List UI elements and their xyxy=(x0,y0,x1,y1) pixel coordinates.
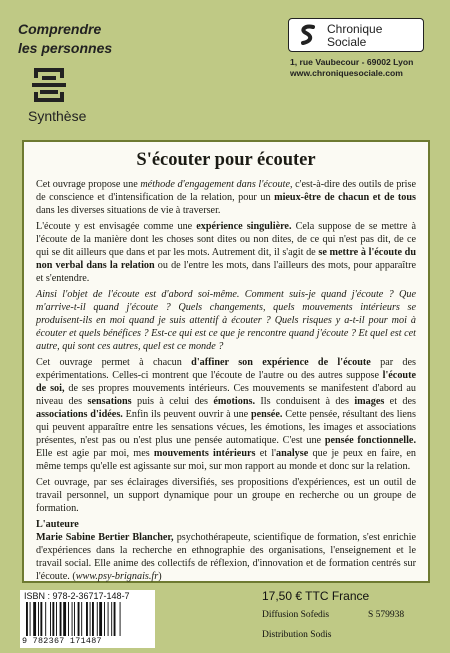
paragraph-intro xyxy=(36,178,416,217)
paragraph-outil xyxy=(36,476,416,515)
publisher-logo-icon xyxy=(297,24,319,46)
back-cover-text-box xyxy=(22,140,430,583)
text-run: Marie Sabine Bertier Blancher, xyxy=(36,532,174,543)
series-line2: les personnes xyxy=(18,40,113,56)
series-synthese: Synthèse xyxy=(28,108,87,124)
text-run: par des expérimentations. Celles-ci montrent que l'écoute de l'autre ou des autres suppose xyxy=(36,357,416,381)
text-run: ou de l'entre les mots, dans l'ailleurs des mots, pour apparaître et s'entendre. xyxy=(36,260,417,284)
text-run: se mettre à l'écoute du non verbal dans la relation xyxy=(36,247,416,271)
text-run: d'affiner son expérience de l'écoute xyxy=(191,357,371,368)
paragraph-experience xyxy=(36,220,416,285)
text-run: , c'est-à-dire des outils de prise de conscience et d'intensification de la relation, pour un xyxy=(36,179,416,203)
text-run: psychothérapeute, scientifique de formation, s'est enrichie d'expériences dans la recherche en ethnographie des organisations, l'enseignement et le travail social. Elle anime des collectifs de réflexion, d'innovation et de formation centrés sur l'écoute. ( xyxy=(36,532,416,582)
paragraph-affiner xyxy=(36,356,416,473)
diffusion-label: Diffusion Sofedis xyxy=(262,610,330,620)
publisher-name xyxy=(327,23,382,49)
book-title: S'écouter pour écouter xyxy=(136,150,316,170)
text-run: associations d'idées. xyxy=(36,409,123,420)
text-run: mieux-être de chacun et de tous xyxy=(274,192,416,203)
reference-code: S 579938 xyxy=(368,610,405,620)
text-run: Ainsi l'objet de l'écoute est d'abord soi-même. Comment suis-je quand j'écoute ? Que m'arrive-t-il quand j'écoute ? Quels changements, quels mouvements intérieurs se produisent-ils en moi quand je suis attentif à écouter ? Quels risques y a-t-il pour moi à écouter et quels bénéfices ? Est-ce qui est ce que je rencontre quand j'écoute ? Et quel est cet autre, qui sont ces autres, quel est ce monde ? xyxy=(36,289,416,352)
publisher-name-line1: Chronique xyxy=(327,22,383,36)
text-run: et l' xyxy=(255,448,276,459)
price: 17,50 € TTC France xyxy=(262,589,370,603)
text-run: méthode d'engagement dans l'écoute xyxy=(140,179,290,190)
barcode-digits: 9 782367 171487 xyxy=(22,636,102,646)
text-run: pensée fonctionnelle. xyxy=(324,435,417,446)
text-run: Cet ouvrage permet à chacun xyxy=(36,357,192,368)
text-run: ) xyxy=(158,571,162,582)
publisher-name-line2: Sociale xyxy=(327,35,367,49)
text-run: puis à celui des xyxy=(131,396,214,407)
text-run: sensations xyxy=(87,396,132,407)
series-logo-icon xyxy=(32,68,66,102)
text-run: L'écoute y est envisagée comme une xyxy=(36,221,197,232)
text-run: et des xyxy=(384,396,416,407)
paragraph-author-bio xyxy=(36,531,416,583)
isbn-barcode-box xyxy=(20,590,155,648)
publisher-address: 1, rue Vaubecour - 69002 Lyon xyxy=(290,57,414,67)
text-run: analyse xyxy=(276,448,309,459)
isbn-number: ISBN : 978-2-36717-148-7 xyxy=(24,591,130,601)
series-label xyxy=(18,20,138,58)
text-run: pensée. xyxy=(250,409,283,420)
text-run: www.psy-brignais.fr xyxy=(75,571,159,582)
distribution-label: Distribution Sodis xyxy=(262,630,332,640)
text-run: Cette pensée, résultant des liens qui peuvent apparaître entre les sensations vécues, les émotions, les images et associations présentes, n'est pas ou n'est plus une pensée automatique. C'est une xyxy=(36,409,416,446)
text-run: expérience singulière. xyxy=(196,221,292,232)
text-run: que je peux en faire, en même temps qu'elle est agissante sur moi, sur mon rapport au monde et donc sur la relation. xyxy=(36,448,416,472)
series-line1: Comprendre xyxy=(18,21,102,37)
text-run: dans les diverses situations de vie à traverser. xyxy=(36,205,221,216)
text-run: Cet ouvrage, par ses éclairages diversifiés, ses propositions d'expériences, est un outil de travail personnel, un support dynamique pour un groupe en recherche ou un groupe de formation. xyxy=(36,477,416,514)
paragraph-questions xyxy=(36,288,416,353)
text-run: émotions. xyxy=(213,396,256,407)
text-run: Cela suppose de se mettre à l'écoute de la manière dont les choses sont dites ou non dites, de ce qui n'est pas dit, de ce qui se dit ailleurs que dans et par les mots. Autrement dit, il s'agit de xyxy=(36,221,416,258)
text-run: l'écoute de soi, xyxy=(36,370,416,394)
text-run: Ils conduisent à des xyxy=(255,396,355,407)
text-run: images xyxy=(354,396,385,407)
text-run: Cet ouvrage propose une xyxy=(36,179,141,190)
text-run: mouvements intérieurs xyxy=(153,448,256,459)
publisher-website: www.chroniquesociale.com xyxy=(290,68,403,78)
publisher-logo-box xyxy=(288,18,424,52)
text-run: Elle est agie par moi, mes xyxy=(36,448,154,459)
publisher-address-block xyxy=(290,57,435,79)
text-run: Enfin ils peuvent ouvrir à une xyxy=(122,409,251,420)
author-heading: L'auteure xyxy=(36,519,79,530)
barcode-icon xyxy=(24,602,151,636)
text-run: de ses propres mouvements intérieurs. Ces mouvements se manifestent d'abord au niveau des xyxy=(36,383,417,407)
